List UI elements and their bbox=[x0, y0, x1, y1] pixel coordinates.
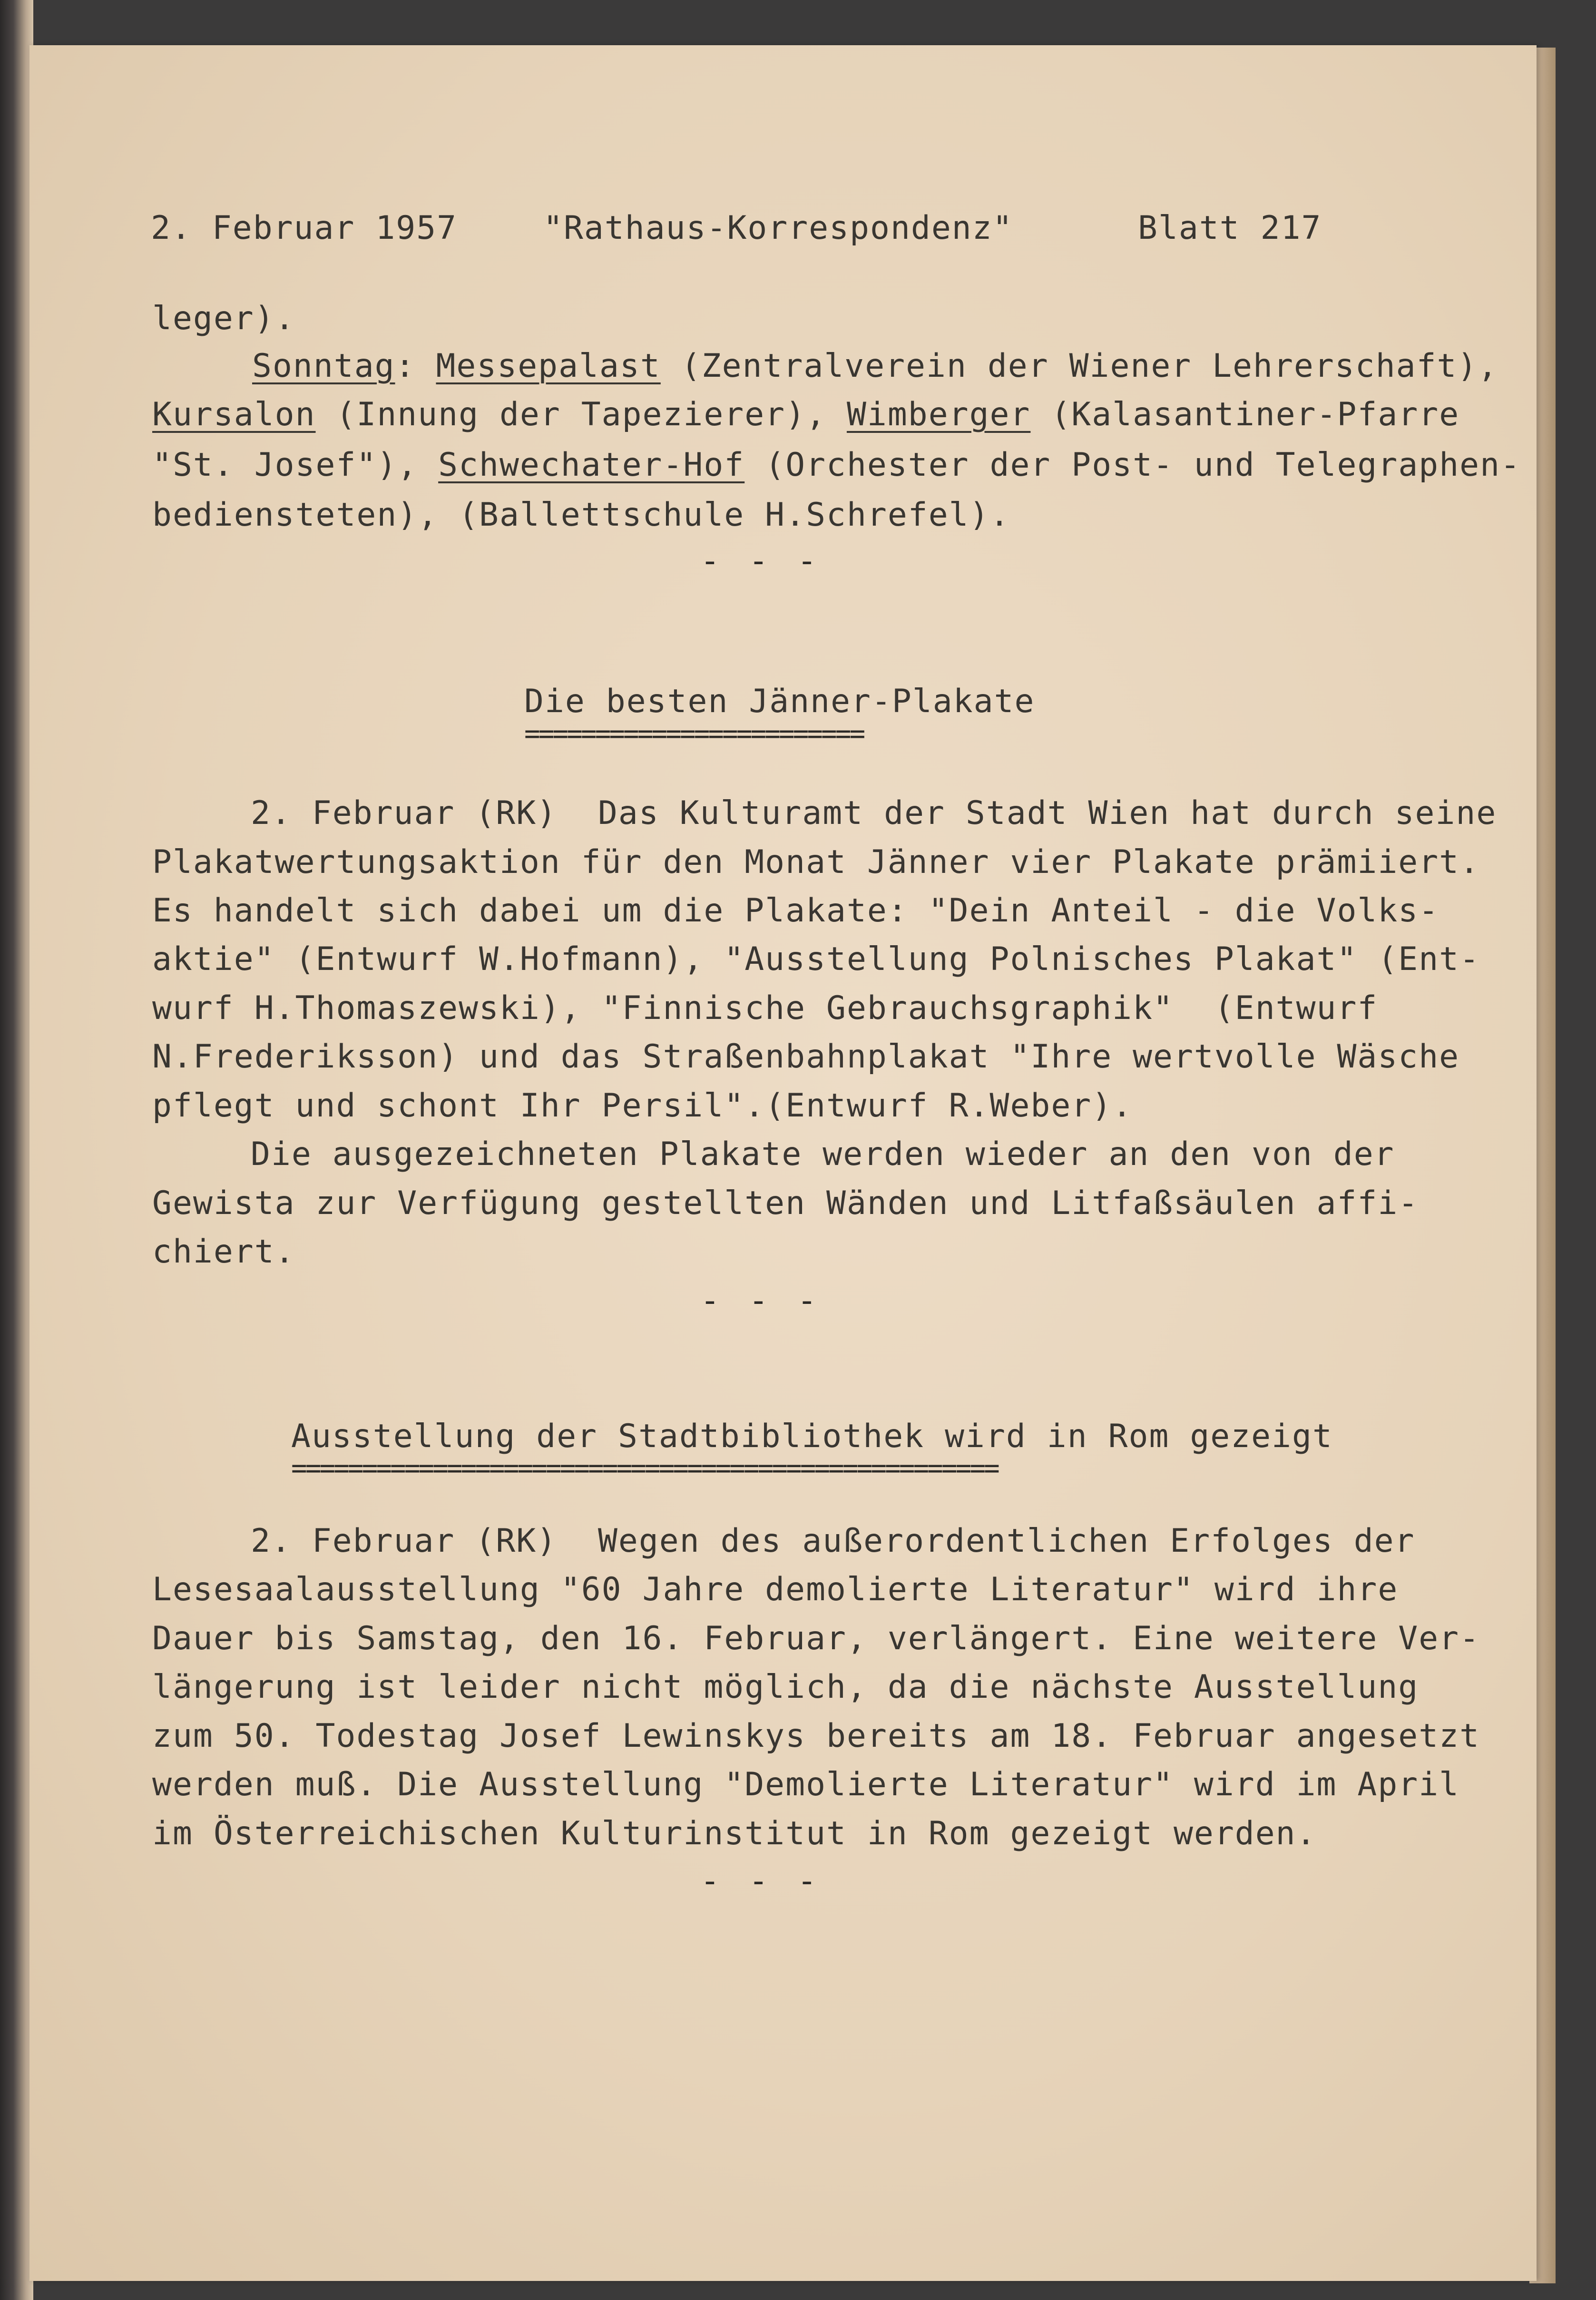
section-separator: - - - bbox=[700, 1282, 822, 1320]
article-line: Es handelt sich dabei um die Plakate: "Dein Anteil - die Volks- bbox=[152, 892, 1439, 930]
article-line: Gewista zur Verfügung gestellten Wänden und Litfaßsäulen affi- bbox=[152, 1184, 1419, 1222]
article-line: 2. Februar (RK) Das Kulturamt der Stadt Wien hat durch seine bbox=[251, 794, 1497, 832]
header-publication: "Rathaus-Korrespondenz" bbox=[543, 209, 1013, 247]
article-line: werden muß. Die Ausstellung "Demolierte Literatur" wird im April bbox=[152, 1766, 1460, 1803]
venue-schwechater-hof: Schwechater-Hof bbox=[438, 446, 745, 484]
document-page bbox=[29, 45, 1537, 2281]
intro-line-4: "St. Josef"), Schwechater-Hof (Orchester der Post- und Telegraphen- bbox=[152, 446, 1521, 484]
article-line: 2. Februar (RK) Wegen des außerordentlichen Erfolges der bbox=[251, 1522, 1415, 1560]
article-line: N.Frederiksson) und das Straßenbahnplakat "Ihre wertvolle Wäsche bbox=[152, 1038, 1460, 1076]
venue-kursalon: Kursalon bbox=[152, 396, 316, 433]
intro-line-2: Sonntag: Messepalast (Zentralverein der Wiener Lehrerschaft), bbox=[252, 347, 1498, 385]
article-line: zum 50. Todestag Josef Lewinskys bereits am 18. Februar angesetzt bbox=[152, 1717, 1480, 1755]
article-line: Dauer bis Samstag, den 16. Februar, verlängert. Eine weitere Ver- bbox=[152, 1620, 1480, 1657]
section-separator: - - - bbox=[700, 1862, 822, 1900]
header-date: 2. Februar 1957 bbox=[151, 209, 458, 247]
title-double-underline: ================================================== bbox=[291, 1454, 998, 1483]
article-line: chiert. bbox=[152, 1233, 295, 1271]
article-line: aktie" (Entwurf W.Hofmann), "Ausstellung Polnisches Plakat" (Ent- bbox=[152, 940, 1480, 978]
article-line: im Österreichischen Kulturinstitut in Rom gezeigt werden. bbox=[152, 1815, 1317, 1852]
article-line: Die ausgezeichneten Plakate werden wieder an den von der bbox=[251, 1135, 1395, 1173]
intro-line-5: bediensteten), (Ballettschule H.Schrefel). bbox=[152, 496, 1010, 534]
intro-line-3: Kursalon (Innung der Tapezierer), Wimberger (Kalasantiner-Pfarre bbox=[152, 396, 1460, 433]
article-line: pflegt und schont Ihr Persil".(Entwurf R.Weber). bbox=[152, 1087, 1133, 1125]
section-separator: - - - bbox=[700, 542, 822, 580]
header-sheet-number: Blatt 217 bbox=[1138, 209, 1322, 247]
venue-messepalast: Messepalast bbox=[436, 347, 661, 385]
article-title: Ausstellung der Stadtbibliothek wird in Rom gezeigt bbox=[291, 1418, 1333, 1455]
book-binding bbox=[0, 0, 33, 2300]
article-line: Plakatwertungsaktion für den Monat Jänner vier Plakate prämiiert. bbox=[152, 843, 1480, 881]
article-line: wurf H.Thomaszewski), "Finnische Gebrauchsgraphik" (Entwurf bbox=[152, 989, 1378, 1027]
article-line: längerung ist leider nicht möglich, da die nächste Ausstellung bbox=[152, 1668, 1419, 1706]
intro-line-1: leger). bbox=[152, 300, 295, 337]
venue-wimberger: Wimberger bbox=[846, 396, 1031, 433]
article-line: Lesesaalausstellung "60 Jahre demolierte Literatur" wird ihre bbox=[152, 1571, 1399, 1608]
article-title: Die besten Jänner-Plakate bbox=[524, 683, 1035, 720]
day-label: Sonntag bbox=[252, 347, 395, 385]
title-double-underline: ======================== bbox=[524, 720, 864, 748]
